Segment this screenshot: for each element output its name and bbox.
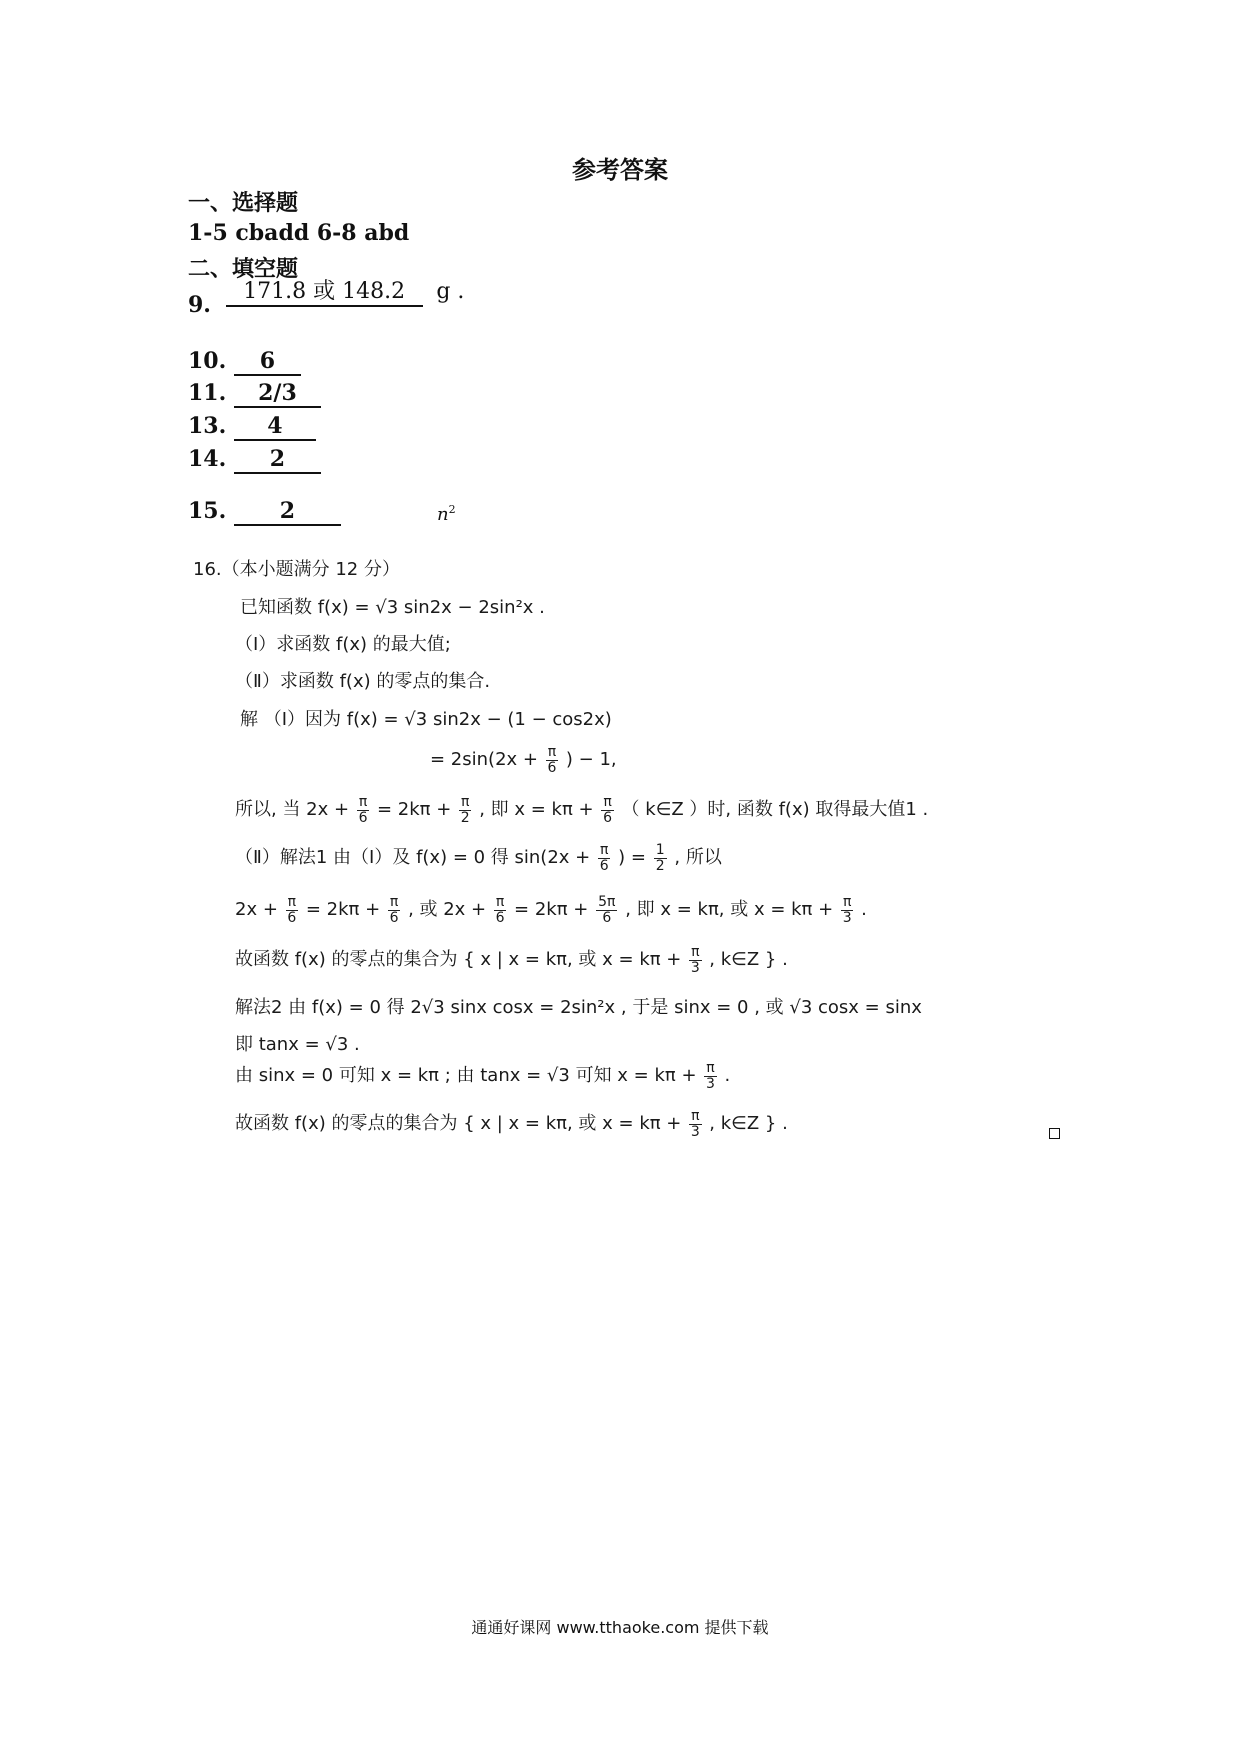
question-number: 15. bbox=[188, 498, 227, 524]
answer-blank: 2 bbox=[234, 446, 321, 474]
fill-answer-15 bbox=[188, 498, 341, 526]
numerator: π bbox=[603, 794, 612, 810]
denominator: 6 bbox=[358, 809, 368, 826]
question-number: 10. bbox=[188, 348, 227, 374]
numerator: π bbox=[842, 894, 852, 910]
fill-answer-11 bbox=[188, 380, 321, 408]
denominator: 6 bbox=[389, 909, 399, 926]
denominator: 3 bbox=[690, 959, 700, 976]
problem-header: 16.（本小题满分 12 分） bbox=[193, 559, 400, 580]
denominator: 3 bbox=[690, 1123, 700, 1140]
n2-base: n bbox=[437, 504, 449, 525]
text: 2x + bbox=[235, 899, 278, 921]
fraction-pi-3 bbox=[841, 895, 853, 925]
answer-blank: 6 bbox=[234, 348, 301, 376]
numerator: 1 bbox=[655, 842, 665, 858]
text: , 或 2x + bbox=[408, 899, 487, 921]
numerator: π bbox=[495, 894, 505, 910]
answer-blank: 4 bbox=[234, 413, 316, 441]
text: = 2kπ + bbox=[376, 799, 452, 821]
fill-answer-9 bbox=[188, 279, 465, 321]
n-squared-note bbox=[437, 503, 456, 525]
text: ) = bbox=[618, 847, 646, 869]
denominator: 3 bbox=[706, 1075, 715, 1092]
solution-line-6 bbox=[235, 945, 788, 975]
answer-blank: 2/3 bbox=[234, 380, 321, 408]
fraction-pi-3 bbox=[689, 945, 701, 975]
denominator: 6 bbox=[287, 909, 297, 926]
fraction-pi-2 bbox=[459, 795, 471, 825]
solution-line-8: 即 tanx = √3 . bbox=[235, 1034, 360, 1055]
fill-answer-14 bbox=[188, 446, 321, 474]
text: , 即 x = kπ + bbox=[479, 799, 594, 821]
solution-line-10 bbox=[235, 1109, 788, 1139]
text: 故函数 f(x) 的零点的集合为 { x | x = kπ, 或 x = kπ + bbox=[235, 1113, 682, 1135]
numerator: 5π bbox=[598, 894, 616, 910]
denominator: 6 bbox=[603, 809, 613, 826]
solution-line-7: 解法2 由 f(x) = 0 得 2√3 sinx cosx = 2sin²x , 于是 sinx = 0 , 或 √3 cosx = sinx bbox=[235, 997, 922, 1018]
n2-exponent: 2 bbox=[448, 503, 456, 516]
numerator: π bbox=[389, 894, 399, 910]
fraction-pi-6 bbox=[494, 895, 506, 925]
fraction-pi-6 bbox=[388, 895, 400, 925]
question-number: 11. bbox=[188, 380, 227, 406]
fill-answer-10 bbox=[188, 348, 301, 376]
text: , k∈Z } . bbox=[709, 949, 788, 971]
numerator: π bbox=[706, 1060, 715, 1076]
text: （Ⅱ）解法1 由（Ⅰ）及 f(x) = 0 得 sin(2x + bbox=[235, 847, 591, 869]
numerator: π bbox=[691, 1108, 700, 1124]
denominator: 2 bbox=[460, 809, 470, 826]
text: , 即 x = kπ, 或 x = kπ + bbox=[625, 899, 834, 921]
text: . bbox=[724, 1065, 731, 1087]
solution-line-9 bbox=[235, 1061, 730, 1091]
answer-blank: 2 bbox=[234, 498, 341, 526]
solution-line-3 bbox=[235, 795, 928, 825]
numerator: π bbox=[461, 794, 470, 810]
solution-line-1: 解 （Ⅰ）因为 f(x) = √3 sin2x − (1 − cos2x) bbox=[240, 709, 612, 730]
fill-answer-13 bbox=[188, 413, 316, 441]
problem-question-2: （Ⅱ）求函数 f(x) 的零点的集合. bbox=[235, 671, 491, 692]
fraction-pi-3 bbox=[704, 1061, 716, 1091]
fraction-pi-3 bbox=[689, 1109, 701, 1139]
denominator: 6 bbox=[547, 759, 557, 776]
solution-line-4 bbox=[235, 843, 722, 873]
denominator: 6 bbox=[495, 909, 505, 926]
fraction-pi-6 bbox=[601, 795, 613, 825]
problem-given: 已知函数 f(x) = √3 sin2x − 2sin²x . bbox=[240, 597, 545, 618]
denominator: 6 bbox=[599, 857, 609, 874]
question-number: 9. bbox=[188, 292, 211, 318]
answer-unit: g . bbox=[436, 279, 465, 304]
text: ) − 1, bbox=[565, 749, 617, 771]
fraction-5pi-6 bbox=[596, 895, 617, 925]
end-mark-square bbox=[1049, 1128, 1060, 1139]
solution-line-2 bbox=[430, 745, 617, 775]
fraction-pi-6 bbox=[286, 895, 298, 925]
numerator: π bbox=[358, 794, 368, 810]
text: , k∈Z } . bbox=[709, 1113, 788, 1135]
numerator: π bbox=[547, 744, 557, 760]
text: 由 sinx = 0 可知 x = kπ ; 由 tanx = √3 可知 x = kπ + bbox=[235, 1065, 697, 1087]
text: = 2kπ + bbox=[514, 899, 589, 921]
denominator: 6 bbox=[602, 909, 612, 926]
solution-line-5 bbox=[235, 895, 867, 925]
question-number: 14. bbox=[188, 446, 227, 472]
page-footer: 通通好课网 www.tthaoke.com 提供下载 bbox=[471, 1618, 769, 1637]
numerator: π bbox=[287, 894, 297, 910]
denominator: 2 bbox=[655, 857, 665, 874]
section-fill-heading: 二、填空题 bbox=[188, 256, 299, 282]
text: （ k∈Z ）时, 函数 f(x) 取得最大值1 . bbox=[621, 799, 929, 821]
choice-answers: 1-5 cbadd 6-8 abd bbox=[188, 220, 410, 246]
denominator: 3 bbox=[842, 909, 852, 926]
fraction-1-2 bbox=[654, 843, 667, 873]
text: 故函数 f(x) 的零点的集合为 { x | x = kπ, 或 x = kπ + bbox=[235, 949, 682, 971]
text: 所以, 当 2x + bbox=[235, 799, 350, 821]
fraction-pi-6 bbox=[546, 745, 558, 775]
section-choice-heading: 一、选择题 bbox=[188, 190, 299, 216]
text: , 所以 bbox=[674, 847, 722, 869]
answer-blank: 171.8 或 148.2 bbox=[226, 279, 423, 307]
fraction-pi-6 bbox=[357, 795, 369, 825]
numerator: π bbox=[599, 842, 609, 858]
fraction-pi-6 bbox=[598, 843, 610, 873]
problem-question-1: （Ⅰ）求函数 f(x) 的最大值; bbox=[235, 634, 451, 655]
page-title: 参考答案 bbox=[572, 155, 668, 184]
question-number: 13. bbox=[188, 413, 227, 439]
text: = 2sin(2x + bbox=[430, 749, 538, 771]
numerator: π bbox=[691, 944, 700, 960]
text: = 2kπ + bbox=[305, 899, 381, 921]
text: . bbox=[861, 899, 867, 921]
